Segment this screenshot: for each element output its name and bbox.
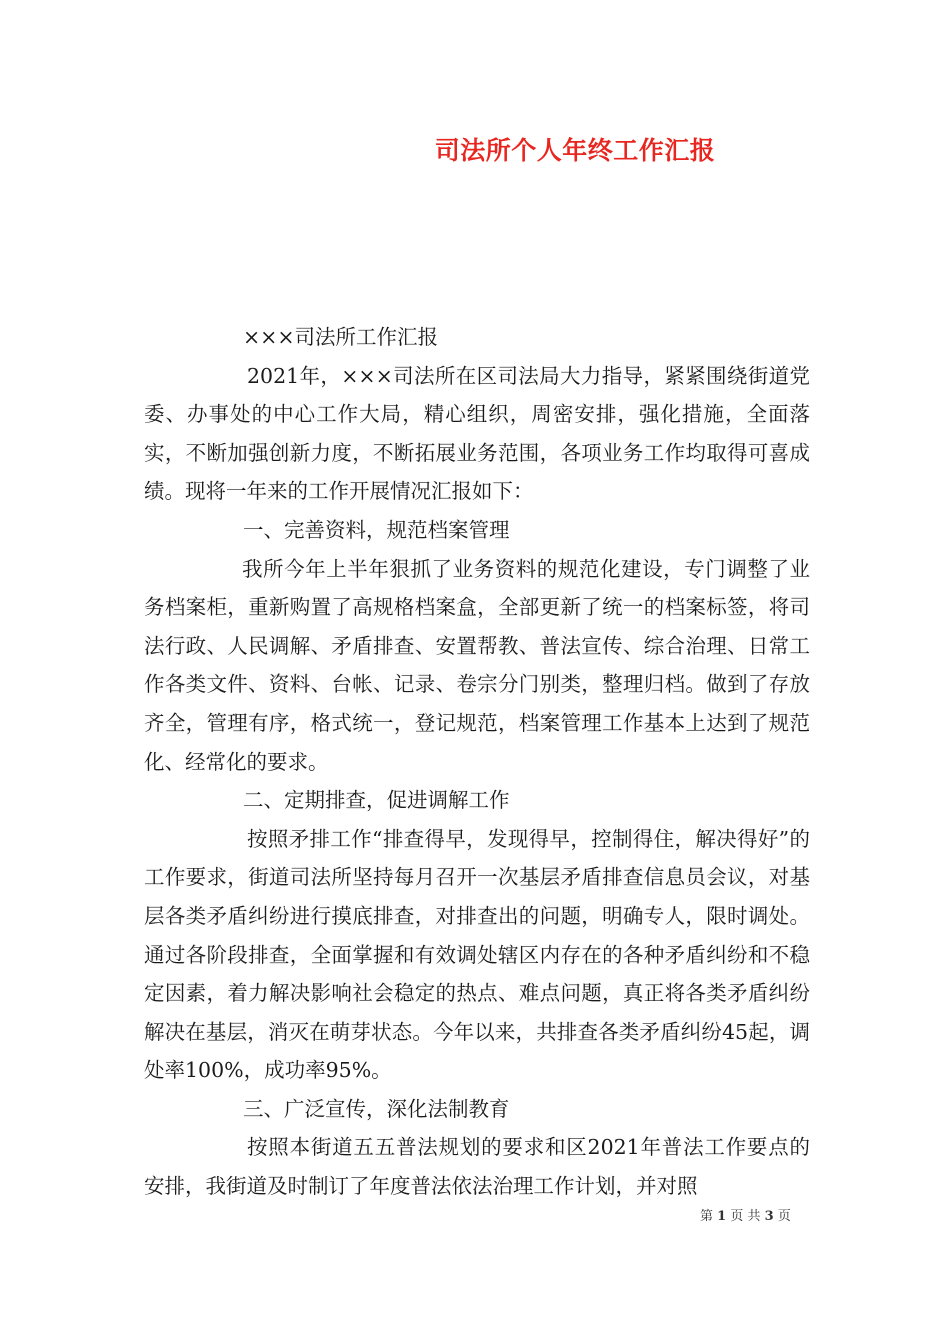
section-heading-3: 三、广泛宣传，深化法制教育 bbox=[243, 1096, 510, 1121]
paragraph-section-3: 按照本街道五五普法规划的要求和区2021年普法工作要点的安排，我街道及时制订了年度普法依法治理工作计划，并对照 bbox=[144, 1135, 810, 1199]
page-footer bbox=[700, 1205, 791, 1224]
paragraph-section-1: 我所今年上半年狠抓了业务资料的规范化建设，专门调整了业务档案柜，重新购置了高规格档案盒，全部更新了统一的档案标签，将司法行政、人民调解、矛盾排查、安置帮教、普法宣传、综合治理、日常工作各类文件、资料、台帐、记录、卷宗分门别类，整理归档。做到了存放齐全，管理有序，格式统一，登记规范，档案管理工作基本上达到了规范化、经常化的要求。 bbox=[144, 556, 810, 774]
footer-middle: 页 共 bbox=[730, 1209, 761, 1224]
page-title: 司法所个人年终工作汇报 bbox=[434, 136, 716, 165]
section-heading-2: 二、定期排查，促进调解工作 bbox=[243, 788, 510, 813]
paragraph-intro: 2021年，×××司法所在区司法局大力指导，紧紧围绕街道党委、办事处的中心工作大局，精心组织，周密安排，强化措施，全面落实，不断加强创新力度，不断拓展业务范围，各项业务工作均取得可喜成绩。现将一年来的工作开展情况汇报如下： bbox=[144, 363, 810, 504]
footer-suffix: 页 bbox=[777, 1209, 791, 1224]
paragraph-section-2: 按照矛排工作“排查得早，发现得早，控制得住，解决得好”的工作要求，街道司法所坚持每月召开一次基层矛盾排查信息员会议，对基层各类矛盾纠纷进行摸底排查，对排查出的问题，明确专人，限时调处。通过各阶段排查，全面掌握和有效调处辖区内存在的各种矛盾纠纷和不稳定因素，着力解决影响社会稳定的热点、难点问题，真正将各类矛盾纠纷解决在基层，消灭在萌芽状态。今年以来，共排查各类矛盾纠纷45起，调处率100%，成功率95%。 bbox=[144, 826, 810, 1083]
document-body bbox=[144, 318, 810, 1206]
footer-prefix: 第 bbox=[700, 1209, 714, 1224]
footer-page-number: 1 bbox=[717, 1209, 727, 1224]
section-heading-1: 一、完善资料，规范档案管理 bbox=[243, 517, 510, 542]
report-heading: ×××司法所工作汇报 bbox=[243, 325, 439, 349]
footer-total-pages: 3 bbox=[764, 1209, 774, 1224]
